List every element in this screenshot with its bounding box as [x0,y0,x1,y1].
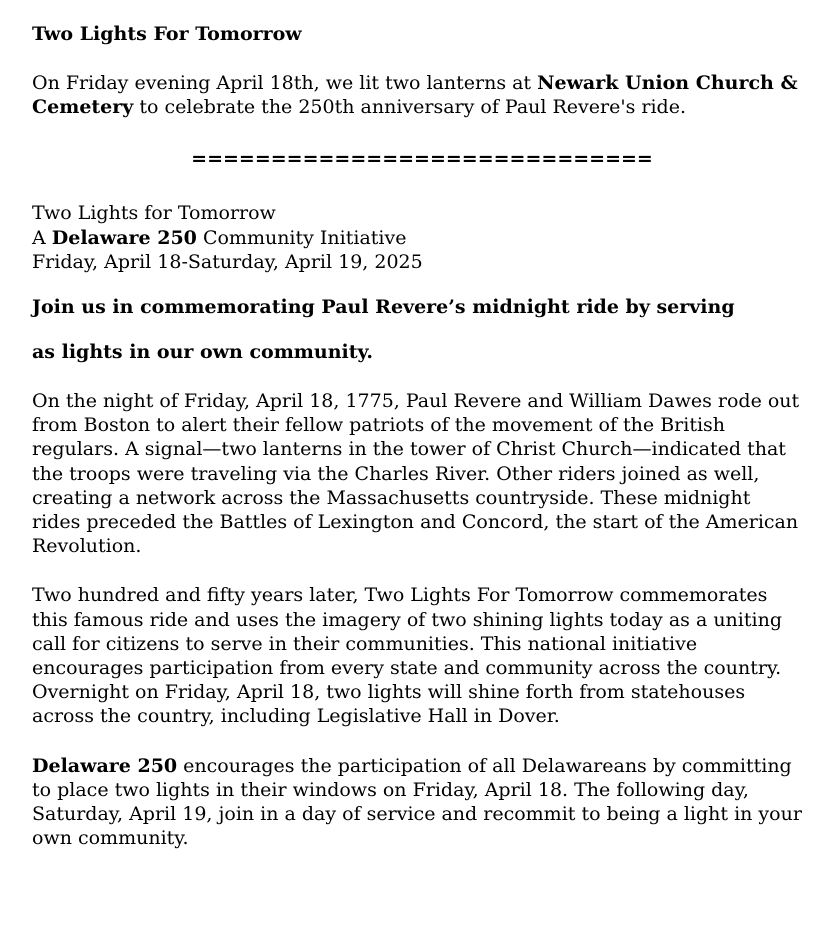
intro-text-pre: On Friday evening April 18th, we lit two lanterns at [32,72,538,94]
heading-line-2-bold: Delaware 250 [51,226,197,249]
intro-text-post: to celebrate the 250th anniversary of Paul Revere's ride. [133,96,686,119]
heading-line-2-post: Community Initiative [196,226,407,249]
join-line-2: as lights in our own community. [32,341,374,364]
initiative-heading [32,201,812,274]
delaware-250-bold: Delaware 250 [32,754,178,777]
heading-line-3: Friday, April 18-Saturday, April 19, 2025 [32,250,423,273]
heading-line-2 [32,226,812,250]
join-line-1: Join us in commemorating Paul Revere’s midnight ride by serving [32,296,735,319]
delaware-paragraph [32,754,802,851]
heading-line-2-pre: A [32,226,52,249]
commemoration-paragraph: Two hundred and fifty years later, Two Lights For Tomorrow commemorates this famous ride and uses the imagery of two shining lights today as a uniting call for citizens to serve in their communities. This national initiative encourages participation from every state and community across the country. Overnight on Friday, April 18, two lights will shine forth from statehouses across the country, including Legislative Hall in Dover. [32,584,782,728]
document-page [32,22,812,850]
history-paragraph: On the night of Friday, April 18, 1775, Paul Revere and William Dawes rode out from Boston to alert their fellow patriots of the movement of the British regulars. A signal—two lanterns in the tower of Christ Church—indicated that the troops were traveling via the Charles River. Other riders joined as well, creating a network across the Massachusetts countryside. These midnight rides preceded the Battles of Lexington and Concord, the start of the American Revolution. [32,390,800,558]
intro-paragraph [32,71,802,119]
heading-line-1: Two Lights for Tomorrow [32,202,276,225]
document-title: Two Lights For Tomorrow [32,23,302,45]
section-divider: ============================= [191,148,653,171]
intro-church-name: Newark Union Church & Cemetery [32,72,798,119]
delaware-paragraph-rest: encourages the participation of all Delawareans by committing to place two lights in their windows on Friday, April 18. The following day, Saturday, April 19, join in a day of service and recommit to being a light in your own community. [32,754,802,850]
